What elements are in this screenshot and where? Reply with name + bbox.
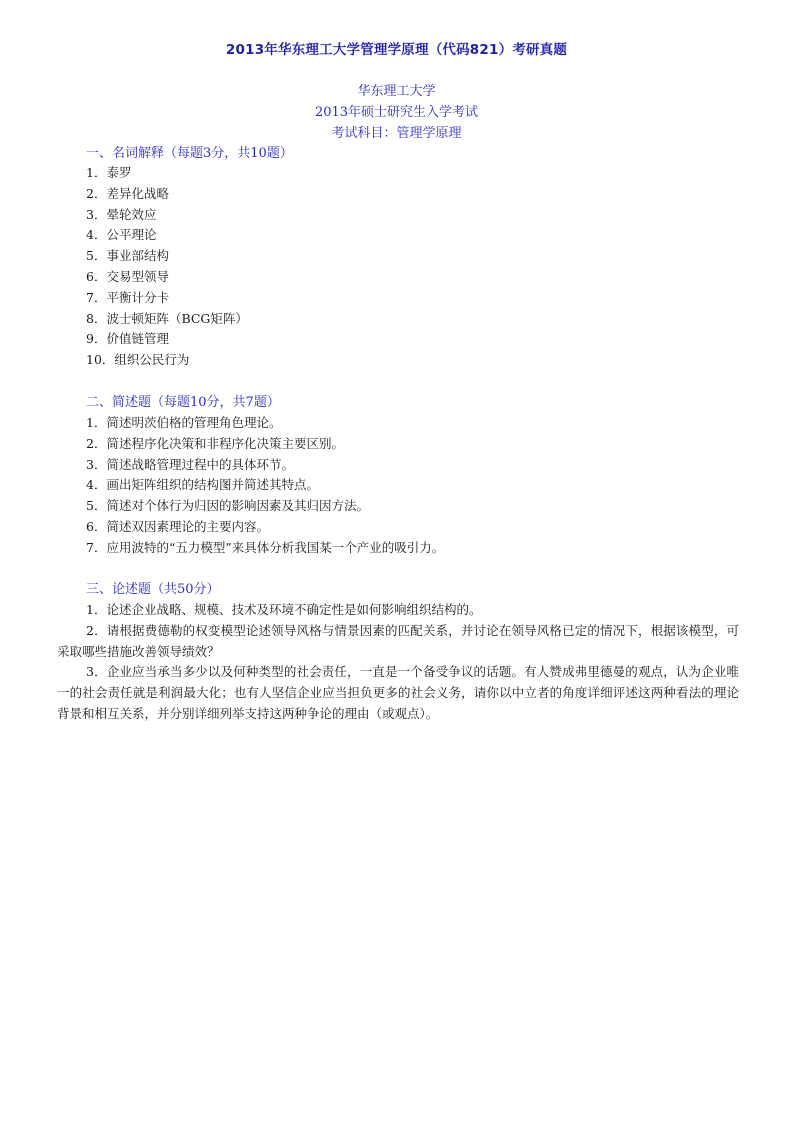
section1-list: [86, 163, 248, 371]
list-item: 7．应用波特的“五力模型”来具体分析我国某一个产业的吸引力。: [86, 539, 445, 555]
section3-heading: 三、论述题（共50分）: [86, 582, 220, 597]
list-item: 3．简述战略管理过程中的具体环节。: [86, 456, 294, 472]
section2-heading: 二、简述题（每题10分，共7题）: [86, 395, 280, 410]
list-item: 4．公平理论: [86, 227, 157, 243]
list-item: 1．论述企业战略、规模、技术及环境不确定性是如何影响组织结构的。: [86, 602, 482, 617]
exam-name: 2013年硕士研究生入学考试: [314, 105, 479, 120]
list-item: 5．简述对个体行为归因的影响因素及其归因方法。: [86, 498, 369, 514]
list-item: 3．企业应当承当多少以及何种类型的社会责任，一直是一个备受争议的话题。有人赞成弗里德曼的观点，认为企业唯一的社会责任就是利润最大化；也有人坚信企业应当担负更多的社会义务，请你以中立者的角度详细评述这两种看法的理论背景和相互关系，并分别详细列举支持这两种争论的理由（或观点）。: [57, 664, 739, 721]
page-title: 2013年华东理工大学管理学原理（代码821）考研真题: [225, 42, 568, 58]
list-item: 10．组织公民行为: [86, 352, 190, 368]
list-item: 7．平衡计分卡: [86, 289, 169, 305]
section1-heading: 一、名词解释（每题3分，共10题）: [86, 146, 293, 161]
list-item: 6．交易型领导: [86, 268, 169, 284]
school-name: 华东理工大学: [357, 84, 436, 99]
list-item: 9．价值链管理: [86, 331, 169, 347]
list-item: 5．事业部结构: [86, 248, 169, 264]
list-item: 2．差异化战略: [86, 185, 169, 201]
list-item: 6．简述双因素理论的主要内容。: [86, 518, 269, 534]
list-item: 3．晕轮效应: [86, 206, 157, 222]
list-item: 1．简述明茨伯格的管理角色理论。: [86, 415, 282, 430]
section3-list: [57, 600, 739, 725]
section2-list: [86, 413, 444, 559]
list-item: 8．波士顿矩阵（BCG矩阵）: [86, 310, 248, 326]
exam-header: [0, 81, 793, 144]
list-item: 4．画出矩阵组织的结构图并简述其特点。: [86, 477, 319, 493]
list-item: 2．简述程序化决策和非程序化决策主要区别。: [86, 435, 344, 451]
list-item: 1．泰罗: [86, 165, 132, 180]
exam-subject: 考试科目：管理学原理: [331, 126, 462, 141]
list-item: 2．请根据费德勒的权变模型论述领导风格与情景因素的匹配关系，并讨论在领导风格已定的情况下，根据该模型，可采取哪些措施改善领导绩效？: [57, 622, 739, 659]
